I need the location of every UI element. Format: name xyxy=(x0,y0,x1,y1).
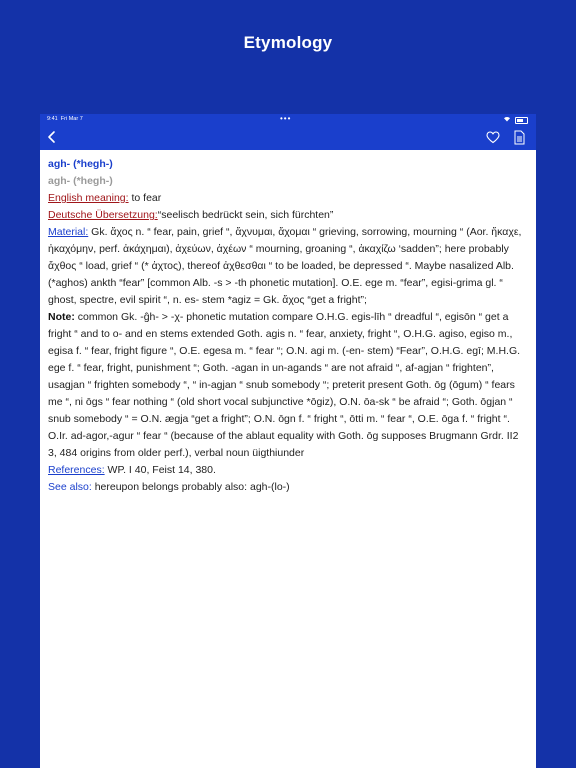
multitask-dots-icon: ••• xyxy=(280,114,292,123)
promo-title: Etymology xyxy=(243,33,333,52)
english-meaning-label[interactable]: English meaning: xyxy=(48,192,129,204)
german-translation-value: “seelisch bedrückt sein, sich fürchten” xyxy=(157,209,334,221)
references-label[interactable]: References: xyxy=(48,464,105,476)
headword-alt: agh- (*hegh-) xyxy=(48,175,113,187)
headword: agh- (*hegh-) xyxy=(48,158,113,170)
see-also-text: hereupon belongs probably also: agh-(lo-) xyxy=(91,481,290,493)
english-meaning-value: to fear xyxy=(128,192,162,204)
material-text: Gk. ἄχος n. “ fear, pain, grief “, ἄχνυμαι, ἄχομαι “ grieving, sorrowing, mourning “ (Aor. ἤκαχε, ἠκαχόμην, perf. ἀκάχημαι), ἀχεύων, ἀχέων “ mourning, groaning “, ἀκαχίζω ‘sadden”; here probably ἄχθος “ load, grief “ (* ἀχτος), thereof ἀχθεσθαι “ to be loaded, be depressed “. Maybe nasalized Alb. (*aghos) ankth “fear” [common Alb. -s > -th phonetic mutation]. O.E. ege m. “fear”, egisi-grima gl. “ ghost, spectre, evil spirit “, n. es- stem *agiz = Gk. ἄχος “get a fright”; xyxy=(48,226,522,306)
status-bar xyxy=(40,114,536,125)
see-also-paragraph xyxy=(48,479,530,496)
chevron-left-icon[interactable] xyxy=(45,129,59,145)
german-translation-label[interactable]: Deutsche Übersetzung: xyxy=(48,209,158,221)
note-label: Note: xyxy=(48,311,75,323)
navigation-bar xyxy=(40,125,536,150)
english-meaning xyxy=(48,190,530,207)
see-also-label[interactable]: See also: xyxy=(48,481,92,493)
entry-content xyxy=(48,156,530,496)
material-paragraph xyxy=(48,224,530,309)
german-translation xyxy=(48,207,530,224)
document-icon[interactable] xyxy=(514,130,525,145)
note-paragraph xyxy=(48,309,530,462)
material-label[interactable]: Material: xyxy=(48,226,89,238)
wifi-icon xyxy=(503,116,511,124)
status-indicators xyxy=(503,116,528,124)
app-window xyxy=(40,114,536,768)
heart-icon[interactable] xyxy=(486,131,500,144)
status-time: 9:41 Fri Mar 7 xyxy=(47,116,83,122)
references-text: WP. I 40, Feist 14, 380. xyxy=(104,464,216,476)
note-text: common Gk. -ĝh- > -χ- phonetic mutation compare O.H.G. egis-līh “ dreadful “, egisōn “ get a fright “ and to o- and en stems extended Goth. agis n. “ fear, anxiety, fright “, O.H.G. agiso, egiso m., egisa f. “ fear, fright figure “, O.E. egesa m. “ fear “; O.N. agi m. (-en- stem) “Fear”, O.H.G. egī; M.H.G. ege f. “ fear, fright, punishment “; Goth. -agan in un-agands “ are not afraid “, af-agjan “ frighten”, usagjan “ frighten somebody “, “ in-agjan “ snub somebody “; preterit present Goth. ōg (ōgum) “ fears me “, ni ōgs “ fear nothing “ (old short vocal subjunctive *ōgiz), O.N. ōa-sk “ be afraid “; Goth. ōgjan “ snub somebody “ = O.N. ægja “get a fright”; O.N. ōgn f. “ fright “, ōtti m. “ fear “, O.E. ōga f. “ fright “. O.Ir. ad-agor,-agur “ fear “ (because of the ablaut equality with Goth. ōg supposes Brugmann Grdr. II2 3, 484 origins from older perf.), verbal noun üigthiunder xyxy=(48,311,521,459)
battery-icon xyxy=(515,117,528,124)
references-paragraph xyxy=(48,462,530,479)
